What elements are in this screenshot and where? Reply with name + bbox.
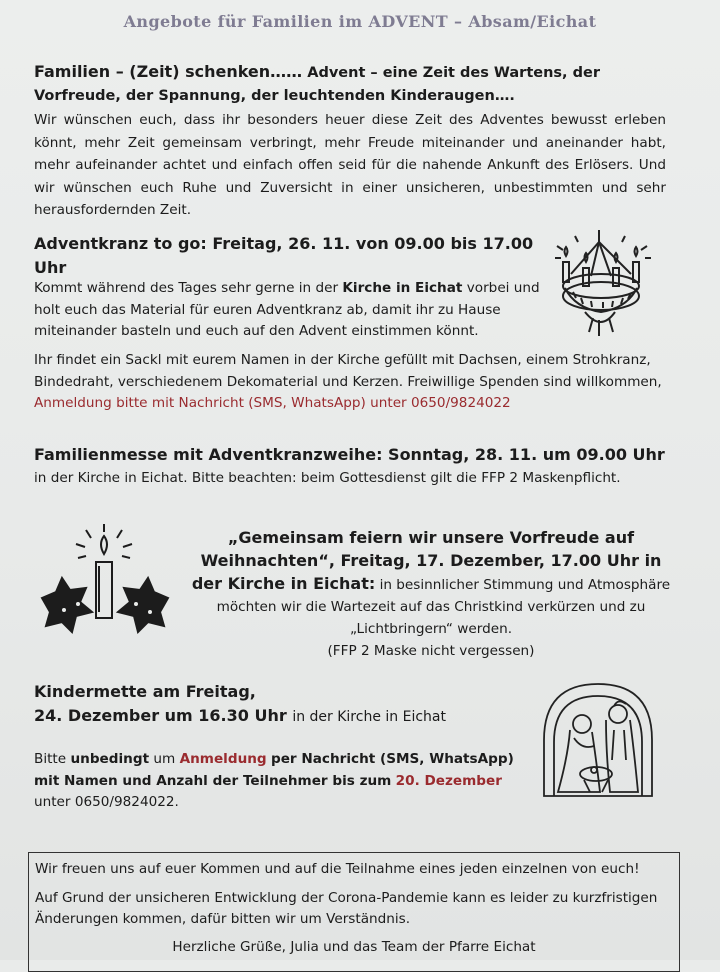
kindermette-location: in der Kirche in Eichat — [292, 709, 446, 725]
kindermette-heading-line2: 24. Dezember um 16.30 Uhr — [34, 706, 287, 725]
nativity-icon — [534, 680, 664, 800]
footer-line2: Auf Grund der unsicheren Entwicklung der Corona-Pandemie kann es leider zu kurzfristigen Änderungen kommen, dafür bitten wir um Verständnis. — [35, 890, 658, 927]
adventkranz-body — [34, 278, 544, 343]
footer-signature: Herzliche Grüße, Julia und das Team der Pfarre Eichat — [172, 939, 536, 955]
vorfreude-body: in besinnlicher Stimmung und Atmosphäre möchten wir die Wartezeit auf das Christkind verkürzen und zu „Lichtbringern“ werden. — [216, 577, 671, 637]
kindermette-req-4: Anmeldung — [179, 751, 267, 767]
adventkranz-body-post: vorbei und holt euch das Material für euren Adventkranz ab, damit ihr zu Hause miteinander basteln und euch auf den Advent einstimmen könnt. — [34, 280, 540, 339]
familienmesse-body: in der Kirche in Eichat. Bitte beachten: beim Gottesdienst gilt die FFP 2 Maskenpflicht. — [34, 470, 621, 486]
footer-line1: Wir freuen uns auf euer Kommen und auf die Teilnahme eines jeden einzelnen von euch! — [35, 861, 640, 877]
familienmesse-section — [34, 443, 674, 489]
kindermette-req-1: Bitte — [34, 751, 67, 767]
vorfreude-heading: „Gemeinsam feiern wir unsere Vorfreude auf Weihnachten“, Freitag, 17. Dezember, 17.00 Uhr in der Kirche in Eichat: — [191, 528, 662, 593]
adventkranz-body-bold: Kirche in Eichat — [342, 280, 463, 296]
adventkranz-heading: Adventkranz to go: Freitag, 26. 11. von 09.00 bis 17.00 Uhr — [34, 234, 534, 277]
intro-heading-part2: Advent – eine Zeit des Wartens, der Vorfreude, der Spannung, der leuchtenden Kinderaugen…. — [34, 65, 600, 104]
adventkranz-body2-text: Ihr findet ein Sackl mit eurem Namen in der Kirche gefüllt mit Dachsen, einem Strohkranz, Bindedraht, verschiedenem Dekomaterial und Kerzen. Freiwillige Spenden sind willkommen, — [34, 352, 662, 390]
kindermette-req-5: per Nachricht (SMS, WhatsApp) mit Namen und Anzahl der Teilnehmer bis zum — [34, 751, 514, 789]
kindermette-req-3: um — [153, 751, 176, 767]
kindermette-req-2: unbedingt — [70, 751, 150, 767]
kindermette-req-7: unter 0650/9824022. — [34, 794, 179, 810]
intro-heading-part1: Familien – (Zeit) schenken…… — [34, 62, 303, 81]
footer-box — [28, 852, 680, 972]
familienmesse-heading: Familienmesse mit Adventkranzweihe: Sonntag, 28. 11. um 09.00 Uhr — [34, 445, 665, 464]
kindermette-request — [34, 749, 534, 814]
vorfreude-section — [186, 527, 676, 662]
kindermette-heading-line1: Kindermette am Freitag, — [34, 682, 256, 701]
advent-wreath-icon — [555, 228, 655, 348]
intro-heading — [34, 60, 674, 108]
page-title: Angebote für Familien im ADVENT – Absam/Eichat — [123, 12, 597, 31]
intro-body: Wir wünschen euch, dass ihr besonders heuer diese Zeit des Adventes bewusst erleben könnt, mehr Zeit gemeinsam verbringt, mehr Freude miteinander und aneinander habt, mehr aufeinander achtet und einfach offen seid für die nahende Ankunft des Erlösers. Und wir wünschen euch Ruhe und Zuversicht in einer unsicheren, unbestimmten und sehr herausfordernden Zeit. — [34, 112, 666, 218]
kindermette-req-6: 20. Dezember — [395, 772, 502, 789]
adventkranz-body-pre: Kommt während des Tages sehr gerne in der — [34, 280, 339, 296]
kindermette-heading — [34, 680, 534, 729]
vorfreude-note: (FFP 2 Maske nicht vergessen) — [327, 643, 535, 659]
adventkranz-registration: Anmeldung bitte mit Nachricht (SMS, WhatsApp) unter 0650/9824022 — [34, 395, 511, 411]
adventkranz-body2 — [34, 350, 674, 415]
candle-icon — [38, 520, 172, 644]
